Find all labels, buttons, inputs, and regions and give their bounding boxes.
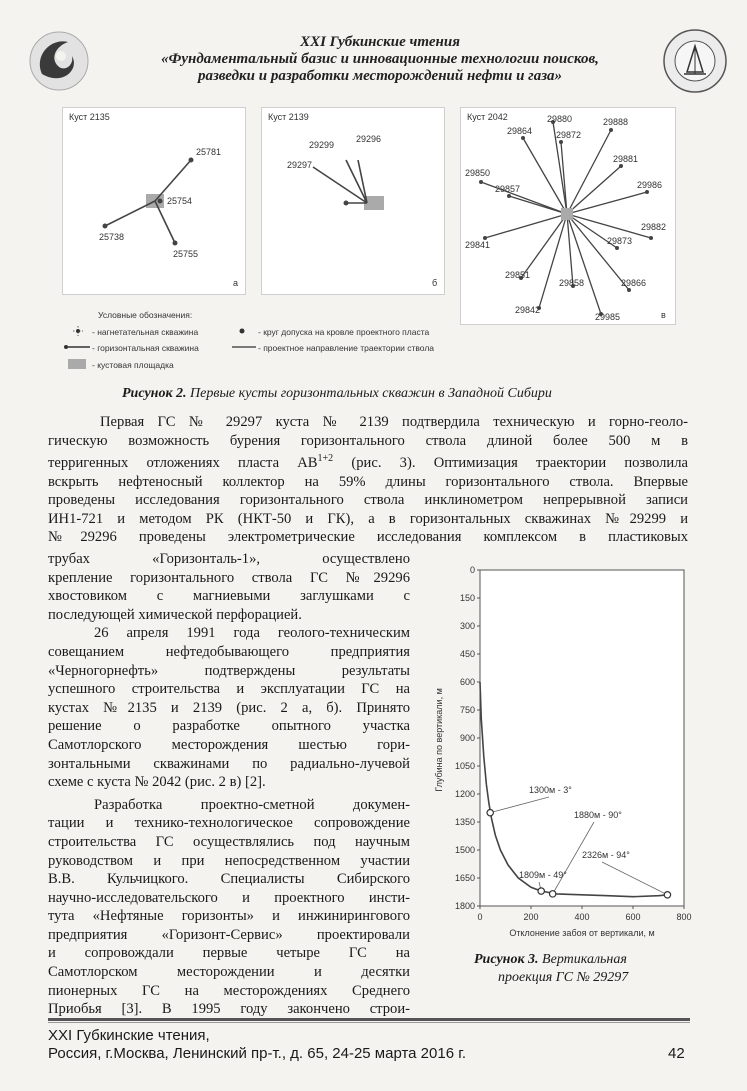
text-line: последующей химической перфорацией. — [48, 606, 302, 623]
well-point — [158, 199, 163, 204]
text-span: (рис. 3). Оптимизация траектории позволила — [333, 455, 688, 472]
y-tick-label: 600 — [459, 677, 475, 687]
panel-letter: б — [432, 278, 438, 288]
well-label: 29986 — [637, 180, 663, 190]
well-trajectory — [358, 160, 367, 203]
x-tick-label: 0 — [477, 912, 483, 922]
figure3-caption-line2: проекция ГС № 29297 — [498, 970, 629, 985]
caption-text: Первые кусты горизонтальных скважин в Западной Сибири — [186, 386, 552, 401]
footer-line-2: Россия, г.Москва, Ленинский пр-т., д. 65, 24-25 марта 2016 г. — [48, 1045, 467, 1062]
pad-marker — [561, 208, 573, 220]
well-trajectory — [539, 214, 567, 308]
legend-title: Условные обозначения: — [98, 310, 193, 320]
paragraph-1 — [48, 413, 688, 547]
figure2-panel-c — [460, 107, 676, 325]
left-column — [48, 550, 410, 1019]
text-line: №29296 проведены электрометрические исследования комплексом в пластиковых — [48, 529, 688, 546]
well-label: 29985 — [595, 312, 621, 322]
well-trajectory — [567, 214, 601, 314]
well-label: 25755 — [173, 249, 199, 259]
department-seal — [662, 28, 728, 94]
legend-circle: - круг допуска на кровле проектного пласта — [258, 327, 430, 337]
legend-horizontal: - горизонтальная скважина — [92, 343, 199, 353]
trajectory-marker — [549, 891, 555, 897]
page-number: 42 — [668, 1045, 685, 1062]
well-trajectory — [567, 214, 651, 238]
well-point — [479, 180, 483, 184]
y-tick-label: 300 — [459, 621, 475, 631]
text-line: крепление горизонтального ствола ГС №29296 — [48, 569, 410, 586]
legend-injection: - нагнетательная скважина — [92, 327, 199, 337]
caption-label: Рисунок 2. — [122, 386, 187, 401]
header-line-3: разведки и разработки месторождений нефти и газа» — [197, 68, 563, 84]
panel-b-title: Куст 2139 — [268, 112, 309, 122]
well-point — [619, 164, 623, 168]
conference-logo — [28, 30, 90, 92]
well-label: 29866 — [621, 278, 647, 288]
marker-label: 1880м - 90° — [574, 810, 622, 820]
y-tick-label: 1650 — [454, 873, 475, 883]
text-line: Приобья [3]. В 1995 году закончено строи- — [48, 1001, 410, 1018]
text-line: и сопровождали первые четыре ГС на — [48, 945, 410, 962]
well-label: 29850 — [465, 168, 491, 178]
well-trajectory — [155, 201, 175, 243]
footer — [48, 1027, 466, 1063]
superscript: 1+2 — [317, 453, 334, 465]
well-trajectory — [105, 201, 155, 226]
text-line: строительства ГС осуществлялись под научным — [48, 833, 410, 850]
well-trajectory — [521, 214, 567, 278]
text-line — [48, 450, 688, 472]
well-label: 29842 — [515, 305, 541, 315]
text-line: успешного строительства и эксплуатации ГС на — [48, 681, 410, 698]
well-label: 25738 — [99, 232, 125, 242]
well-point — [103, 224, 108, 229]
y-tick-label: 1350 — [454, 817, 475, 827]
well-point — [609, 128, 613, 132]
well-point — [507, 194, 511, 198]
well-point — [615, 246, 619, 250]
text-line: Первая ГС № 29297 куста № 2139 подтвердила техническую и горно-геоло- — [100, 414, 688, 430]
footer-rule-thin — [48, 1022, 690, 1023]
depth-profile-chart — [424, 560, 694, 945]
marker-label: 1809м - 49° — [519, 870, 567, 880]
figure3-chart — [424, 560, 694, 945]
well-label: 29841 — [465, 240, 491, 250]
figure2-panel-b — [261, 107, 445, 295]
text-line: научно-исследовательского и проектного инсти- — [48, 889, 410, 906]
x-tick-label: 600 — [625, 912, 641, 922]
well-point — [173, 241, 178, 246]
y-tick-label: 1800 — [454, 901, 475, 911]
well-label: 29857 — [495, 184, 521, 194]
well-trajectory — [155, 160, 191, 201]
text-line: предприятия «Горизонт-Сервис» проектировали — [48, 926, 410, 943]
trajectory-marker — [664, 892, 670, 898]
well-point — [559, 140, 563, 144]
header-line-2: «Фундаментальный базис и инновационные технологии поисков, — [161, 51, 599, 67]
text-line: вскрыть нефтеносный коллектор на 59% длины горизонтального ствола. Впервые — [48, 473, 688, 490]
running-header — [100, 34, 660, 85]
text-line: 26 апреля 1991 года геолого-техническим — [94, 625, 410, 642]
well-label: 29880 — [547, 114, 573, 124]
text-span: терригенных отложениях пласта АВ — [48, 455, 318, 472]
figure2-legend — [64, 310, 464, 380]
legend-direction: - проектное направление траектории ствола — [258, 343, 435, 353]
well-label: 29873 — [607, 236, 633, 246]
text-line: пионерных ГС на месторождениях Среднего — [48, 982, 410, 999]
legend-pad: - кустовая площадка — [92, 360, 174, 370]
text-line: хвостовиком с магниевыми заглушками с — [48, 588, 410, 605]
text-line: «Черногорнефть» подтверждены результаты — [48, 662, 410, 679]
well-point — [649, 236, 653, 240]
text-line: тации и технико-технологическое сопровождение — [48, 815, 410, 832]
well-label: 29296 — [356, 134, 382, 144]
caption-text: Вертикальная — [538, 952, 627, 967]
well-point — [189, 158, 194, 163]
y-tick-label: 150 — [459, 593, 475, 603]
text-line: трубах «Горизонталь-1», осуществлено — [48, 551, 410, 567]
panel-a-title: Куст 2135 — [69, 112, 110, 122]
well-label: 29299 — [309, 140, 335, 150]
well-label: 29882 — [641, 222, 667, 232]
y-tick-label: 0 — [469, 565, 475, 575]
panel-c-title: Куст 2042 — [467, 112, 508, 122]
well-trajectory — [567, 130, 611, 214]
text-line: Разработка проектно-сметной докумен- — [94, 796, 410, 813]
marker-label: 2326м - 94° — [582, 850, 630, 860]
text-line: совещанием нефтедобывающего предприятия — [48, 643, 410, 660]
well-trajectory — [485, 214, 567, 238]
marker-label: 1300м - 3° — [529, 785, 572, 795]
text-line: гическую возможность бурения горизонтального ствола длиной более 500 м в — [48, 432, 688, 449]
text-line: тута «Нефтяные горизонты» и инжинирингового — [48, 908, 410, 925]
y-tick-label: 900 — [459, 733, 475, 743]
text-line: кустах №2135 и 2139 (рис. 2 а, б). Принято — [48, 699, 410, 716]
text-line: Самотлорском месторождении и десятки — [48, 964, 410, 981]
x-tick-label: 800 — [676, 912, 692, 922]
header-line-1: XXI Губкинские чтения — [300, 34, 460, 50]
well-label: 29297 — [287, 160, 313, 170]
well-label: 25781 — [196, 147, 222, 157]
caption-label: Рисунок 3. — [474, 952, 539, 967]
well-label: 29858 — [559, 278, 585, 288]
panel-letter: в — [661, 310, 666, 320]
well-label: 29851 — [505, 270, 531, 280]
x-tick-label: 200 — [523, 912, 539, 922]
y-axis-label: Глубина по вертикали, м — [434, 688, 444, 792]
well-label: 25754 — [167, 196, 193, 206]
well-label: 29872 — [556, 130, 582, 140]
text-line: Самотлорского месторождения шестью гори- — [48, 736, 410, 753]
y-tick-label: 450 — [459, 649, 475, 659]
text-line: зонтальными скважинами по радиально-лучевой — [48, 755, 410, 772]
well-label: 29864 — [507, 126, 533, 136]
y-tick-label: 750 — [459, 705, 475, 715]
y-tick-label: 1500 — [454, 845, 475, 855]
text-line: ИН1-721 и методом РК (НКТ-50 и ГК), а в горизонтальных скважинах №29299 и — [48, 510, 688, 527]
figure2-panel-a — [62, 107, 246, 295]
footer-rule — [48, 1018, 690, 1021]
well-point — [521, 136, 525, 140]
text-line: В.В. Кульчицкого. Специалисты Сибирского — [48, 871, 410, 888]
well-point — [627, 288, 631, 292]
figure3-caption — [474, 952, 627, 968]
well-trajectory — [481, 182, 567, 214]
text-line: решение о разработке опытного участка — [48, 718, 410, 735]
well-label: 29888 — [603, 117, 629, 127]
trajectory-marker — [487, 809, 493, 815]
well-label: 29881 — [613, 154, 639, 164]
text-line: руководством и при непосредственном участии — [48, 852, 410, 869]
well-point — [645, 190, 649, 194]
x-tick-label: 400 — [574, 912, 590, 922]
trajectory-marker — [538, 888, 544, 894]
y-tick-label: 1200 — [454, 789, 475, 799]
footer-line-1: XXI Губкинские чтения, — [48, 1027, 210, 1044]
text-line: схеме с куста № 2042 (рис. 2 в) [2]. — [48, 774, 266, 791]
y-tick-label: 1050 — [454, 761, 475, 771]
text-line: проведены исследования горизонтального ствола инклинометром непрерывной записи — [48, 492, 688, 509]
x-axis-label: Отклонение забоя от вертикали, м — [509, 928, 655, 938]
figure2-caption — [122, 386, 552, 402]
panel-letter: а — [233, 278, 239, 288]
